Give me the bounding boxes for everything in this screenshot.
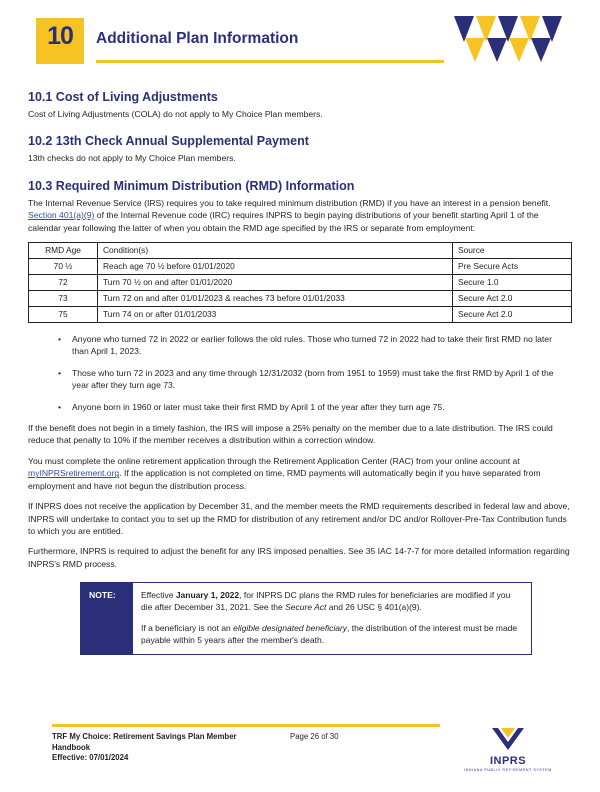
inprs-logo	[452, 726, 564, 776]
document-page	[0, 16, 600, 792]
inprs-chevron-logo-icon	[452, 726, 564, 752]
table-row	[29, 259, 572, 275]
page-title: Additional Plan Information	[96, 30, 299, 47]
cell-rmd-age: 70 ½	[29, 259, 98, 275]
cell-source: Pre Secure Acts	[453, 259, 572, 275]
rmd-intro-paragraph	[28, 197, 572, 234]
chevron-decoration-icon	[454, 16, 572, 62]
chapter-number: 10	[47, 22, 73, 50]
note-paragraph-1	[141, 589, 521, 613]
cell-rmd-age: 73	[29, 291, 98, 307]
note-2-post: , the distribution of the interest must be made payable within 5 years after the member's death.	[141, 623, 518, 646]
inprs-logo-name: INPRS	[489, 755, 527, 767]
december-paragraph: If INPRS does not receive the application by December 31, and the member meets the RMD requirements described in federal law and above, INPRS will undertake to contact you to set up the RMD for distribution of any retirement and/or DC and/or Rollover-Pre-Tax Contribution funds to which you are entitled.	[28, 501, 570, 536]
note-2-pre: If a beneficiary is not an	[141, 623, 234, 634]
cell-condition: Turn 70 ½ on and after 01/01/2020	[98, 275, 453, 291]
section-heading-10-1: 10.1 Cost of Living Adjustments	[28, 90, 218, 104]
footer-page-number: Page 26 of 30	[290, 732, 339, 741]
cell-source: Secure 1.0	[453, 275, 572, 291]
note-label: NOTE:	[81, 583, 133, 654]
table-row	[29, 275, 572, 291]
application-part1: You must complete the online retirement application through the Retirement Application Center (RAC) from your online account at	[28, 455, 520, 466]
cell-condition: Turn 74 on or after 01/01/2033	[98, 307, 453, 323]
rmd-intro-part1: The Internal Revenue Service (IRS) requires you to take required minimum distribution (RMD) if you have an interest in a pension benefit.	[28, 197, 551, 208]
page-header	[28, 16, 572, 76]
rmd-intro-part2: of the Internal Revenue code (IRC) requires INPRS to begin paying distributions of your benefit starting April 1 of the calendar year following the latter of when you obtain the RMD age specified by the IRS or separate from employment:	[28, 210, 539, 233]
cell-source: Secure Act 2.0	[453, 291, 572, 307]
table-row	[29, 307, 572, 323]
cell-rmd-age: 75	[29, 307, 98, 323]
footer-divider	[52, 724, 440, 727]
table-header-rmd-age: RMD Age	[29, 243, 98, 259]
cell-source: Secure Act 2.0	[453, 307, 572, 323]
note-1-bold: January 1, 2022	[175, 590, 240, 601]
adjust-paragraph: Furthermore, INPRS is required to adjust the benefit for any IRS imposed penalties. See 35 IAC 14-7-7 for more detailed information regarding INPRS's RMD process.	[28, 546, 570, 569]
myinprsretirement-link[interactable]: myINPRSretirement.org	[28, 468, 120, 479]
list-item: • Those who turn 72 in 2023 and any time through 12/31/2032 (born from 1951 to 1959) must take the first RMD by April 1 of the year after they turn age 73.	[72, 367, 572, 392]
page-footer	[28, 724, 572, 782]
note-paragraph-2	[141, 622, 521, 646]
list-item: • Anyone who turned 72 in 2022 or earlier follows the old rules. Those who turned 72 in 2022 had to take their first RMD no later than April 1, 2023.	[72, 333, 572, 358]
table-header-row	[29, 243, 572, 259]
section-401a9-link[interactable]: Section 401(a)(9)	[28, 210, 95, 221]
footer-title-line-1: TRF My Choice: Retirement Savings Plan Member	[52, 732, 237, 741]
application-part2: . If the application is not completed on time, RMD payments will automatically begin if you have separated from employment and have not begun the distribution process.	[28, 468, 541, 491]
section-paragraph-10-2: 13th checks do not apply to My Choice Plan members.	[28, 153, 236, 164]
chapter-badge	[36, 18, 84, 64]
rmd-rules-list	[28, 333, 572, 413]
cell-rmd-age: 72	[29, 275, 98, 291]
table-header-conditions: Condition(s)	[98, 243, 453, 259]
table-header-source: Source	[453, 243, 572, 259]
table-row	[29, 291, 572, 307]
note-box	[80, 582, 532, 655]
note-body	[133, 583, 531, 654]
rmd-age-table	[28, 242, 572, 323]
note-1-post: and 26 USC § 401(a)(9).	[326, 602, 422, 613]
footer-title-line-2: Handbook	[52, 742, 91, 752]
note-2-italic: eligible designated beneficiary	[233, 623, 348, 634]
footer-document-title	[52, 732, 237, 764]
section-paragraph-10-1: Cost of Living Adjustments (COLA) do not apply to My Choice Plan members.	[28, 109, 323, 119]
section-heading-10-2: 10.2 13th Check Annual Supplemental Payment	[28, 134, 309, 149]
note-1-italic: Secure Act	[285, 602, 327, 613]
note-1-mid: , for INPRS DC plans the RMD rules for beneficiaries are modified if you die after December 31, 2021. See the	[141, 590, 511, 613]
application-paragraph	[28, 455, 572, 492]
note-1-pre: Effective	[141, 590, 176, 601]
cell-condition: Reach age 70 ½ before 01/01/2020	[98, 259, 453, 275]
penalty-paragraph: If the benefit does not begin in a timely fashion, the IRS will impose a 25% penalty on the member due to a late distribution. The IRS could reduce that penalty to 10% if the member receives a distribution within a correction window.	[28, 423, 553, 446]
document-content	[28, 90, 572, 655]
section-heading-10-3: 10.3 Required Minimum Distribution (RMD) Information	[28, 178, 355, 193]
cell-condition: Turn 72 on and after 01/01/2023 & reaches 73 before 01/01/2033	[98, 291, 453, 307]
header-divider	[96, 60, 444, 63]
inprs-logo-tagline: INDIANA PUBLIC RETIREMENT SYSTEM	[464, 768, 552, 772]
list-item: • Anyone born in 1960 or later must take their first RMD by April 1 of the year after they turn age 75.	[72, 401, 572, 413]
footer-effective-date: Effective: 07/01/2024	[52, 753, 129, 762]
